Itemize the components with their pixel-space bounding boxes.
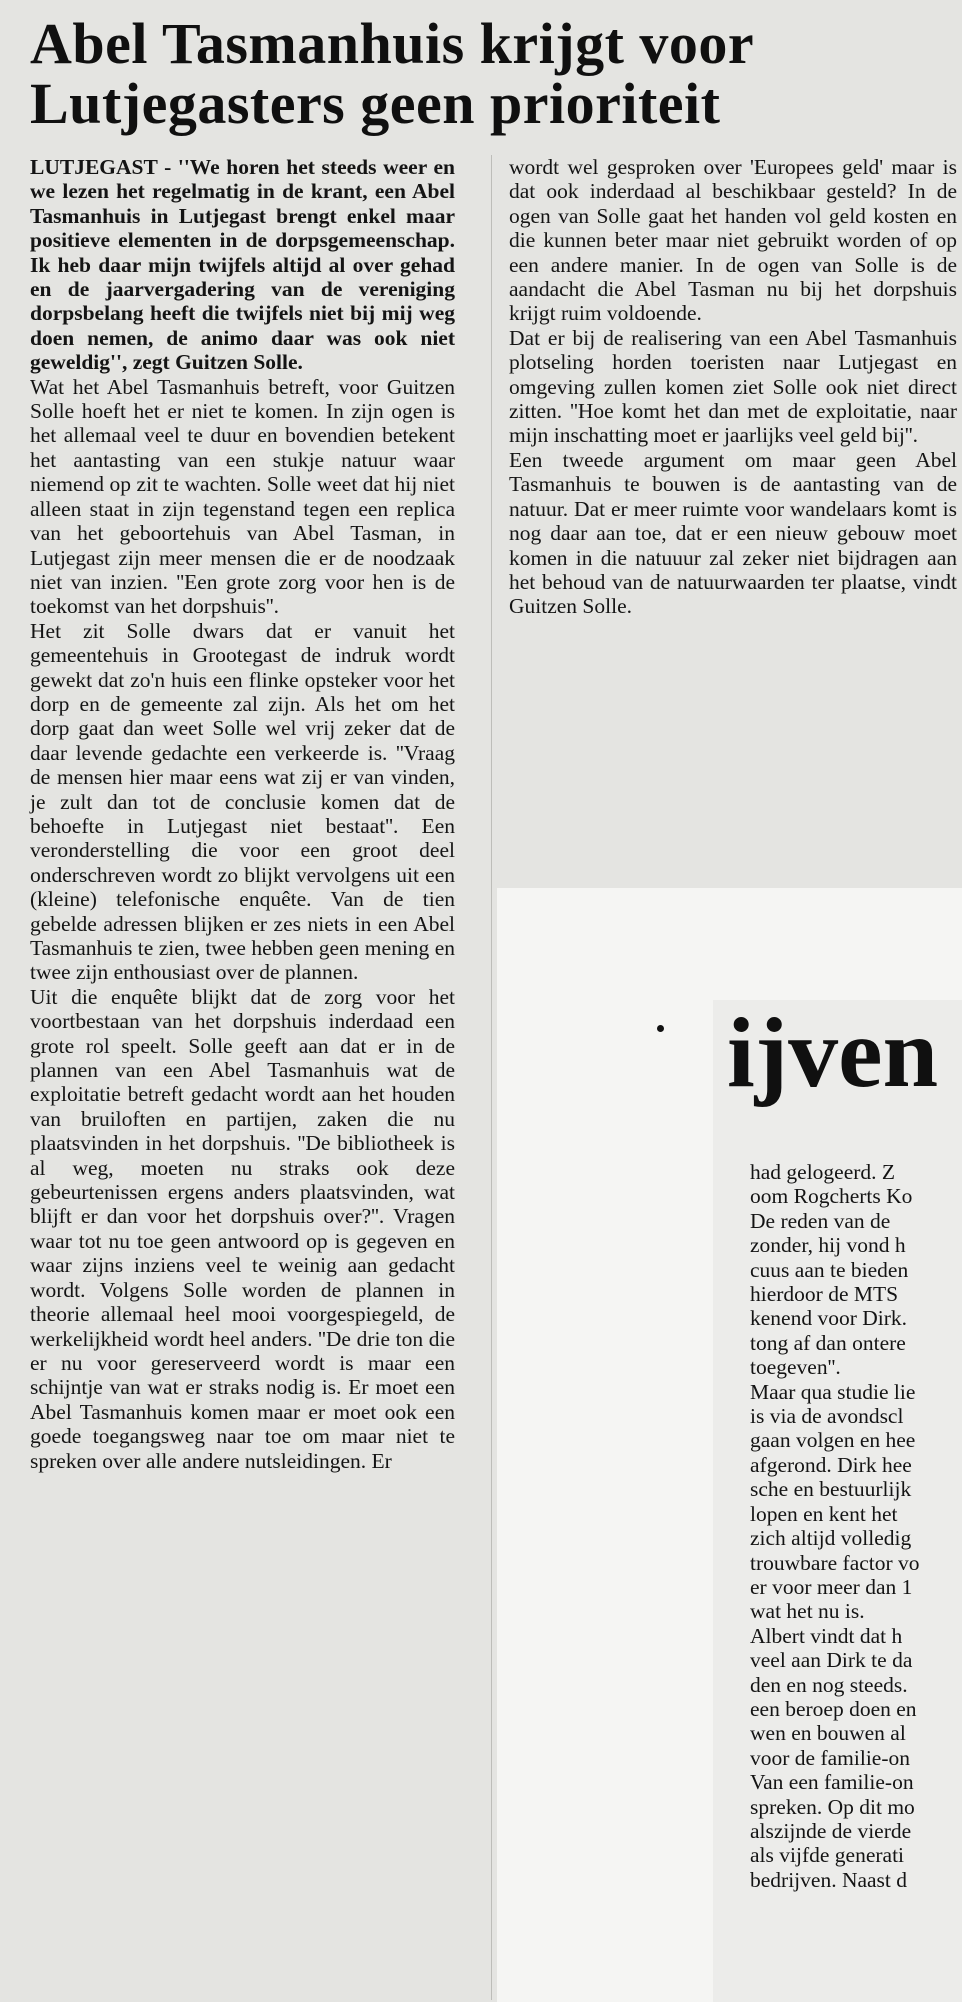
adjacent-article-line: voor de familie-on [750,1745,911,1770]
adjacent-article-line: trouwbare factor vo [750,1550,920,1575]
adjacent-article-line: sche en bestuurlijk [750,1477,912,1502]
adjacent-article-line: tong af dan ontere [750,1330,906,1355]
adjacent-article-line: afgerond. Dirk hee [750,1452,912,1477]
article-paragraph: Een tweede argument om maar geen Abel Tasmanhuis te bouwen is de aantasting van de natuur. Dat er meer ruimte voor wandelaars komt is nog daar aan toe, dat er een nieuw gebouw moet komen in die natuuur zal zeker niet bijdragen aan het behoud van de natuurwaarden ter plaatse, vindt Guitzen Solle. [509,447,957,619]
adjacent-article-line: zich altijd volledig [750,1526,912,1551]
article-column-1 [30,155,455,1473]
adjacent-article-line: er voor meer dan 1 [750,1574,913,1599]
adjacent-article-line: Maar qua studie lie [750,1379,916,1404]
adjacent-article-line: wen en bouwen al [750,1721,906,1746]
adjacent-article-line: lopen en kent het [750,1501,898,1526]
adjacent-article-line: veel aan Dirk te da [750,1648,913,1673]
adjacent-article-line: Albert vindt dat h [750,1623,903,1648]
adjacent-article-line: den en nog steeds. [750,1672,908,1697]
article-paragraph: Wat het Abel Tasmanhuis betreft, voor Guitzen Solle hoeft het er niet te komen. In zijn ogen is het allemaal veel te duur en bovendien betekent het aantasting van een stukje natuur waar niemend op zit te wachten. Solle weet dat hij niet alleen staat in zijn tegenstand tegen een replica van het geboortehuis van Abel Tasman, in Lutjegast zijn meer mensen die er de noodzaak niet van inzien. ''Een grote zorg voor hen is de toekomst van het dorpshuis''. [30,374,455,619]
adjacent-article-line: spreken. Op dit mo [750,1794,915,1819]
adjacent-article-line: een beroep doen en [750,1696,917,1721]
article-paragraph: Het zit Solle dwars dat er vanuit het gemeentehuis in Grootegast de indruk wordt gewekt dat zo'n huis een flinke opsteker voor het dorp en de gemeente zal zijn. Als het om het dorp gaat dan weet Solle wel vrij zeker dat de daar levende gedachte een verkeerde is. ''Vraag de mensen hier maar eens wat zij er van vinden, je zult dan tot de conclusie komen dat de behoefte in Lutjegast niet bestaat''. Een veronderstelling die voor een groot deel onderschreven wordt zo blijkt vervolgens uit een (kleine) telefonische enquête. Van de tien gebelde adressen blijken er zes niets in een Abel Tasmanhuis te zien, twee hebben geen mening en twee zijn enthousiast over de plannen. [30,618,455,985]
adjacent-article-line: had gelogeerd. Z [750,1160,896,1184]
article-paragraph: Uit die enquête blijkt dat de zorg voor het voortbestaan van het dorpshuis inderdaad een grote rol speelt. Solle geeft aan dat er in de plannen van een Abel Tasmanhuis wat de exploitatie betreft gedacht wordt aan het houden van bruiloften en partijen, zaken die nu plaatsvinden in het dorpshuis. ''De bibliotheek is al weg, moeten nu straks ook deze gebeurtenissen ergens anders plaatsvinden, wat blijft er dan voor het dorpshuis over?''. Vragen waar tot nu toe geen antwoord op is gegeven en waar zijns inziens veel te weinig aan gedacht wordt. Volgens Solle worden de plannen in theorie allemaal heel mooi voorgespiegeld, de werkelijkheid wordt heel anders. ''De drie ton die er nu voor gereserveerd wordt is maar een schijntje van wat er straks nodig is. Er moet een Abel Tasmanhuis komen maar er moet ook een goede toegangsweg naar toe om maar niet te spreken over alle andere nutsleidingen. Er [30,984,455,1473]
adjacent-article-line: als vijfde generati [750,1843,905,1868]
article-headline: Abel Tasmanhuis krijgt voor Lutjegasters geen prioriteit [30,11,754,136]
adjacent-article-text [750,1160,962,1892]
adjacent-article-line: Van een familie-on [750,1770,914,1795]
adjacent-headline-fragment: ijven [727,1000,939,1108]
article-lead: LUTJEGAST - ''We horen het steeds weer en we lezen het regelmatig in de krant, een Abel Tasmanhuis in Lutjegast brengt enkel maar positieve elementen in de dorpsgemeenschap. Ik heb daar mijn twijfels altijd al over gehad en de jaarvergadering van de vereniging dorpsbelang heeft die twijfels niet bij mij weg doen nemen, de animo daar was ook niet geweldig'', zegt Guitzen Solle. [30,155,455,375]
adjacent-article-line: wat het nu is. [750,1599,865,1624]
adjacent-article-line: is via de avondscl [750,1404,904,1429]
adjacent-article-line: gaan volgen en hee [750,1428,916,1453]
article-paragraph: Dat er bij de realisering van een Abel Tasmanhuis plotseling horden toeristen naar Lutjegast en omgeving zullen komen ziet Solle ook niet direct zitten. ''Hoe komt het dan met de exploitatie, naar mijn inschatting moet er jaarlijks veel geld bij''. [509,325,957,448]
column-divider [491,155,492,2000]
ink-dot [657,1025,664,1032]
adjacent-article-line: alszijnde de vierde [750,1818,912,1843]
adjacent-article-line: toegeven''. [750,1355,841,1380]
adjacent-article-line: zonder, hij vond h [750,1233,906,1258]
adjacent-article-line: oom Rogcherts Ko [750,1184,913,1209]
adjacent-article-line: De reden van de [750,1208,891,1233]
adjacent-article-line: cuus aan te bieden [750,1257,909,1282]
adjacent-article-line: kenend voor Dirk. [750,1306,908,1331]
adjacent-article-clipping [713,1000,962,2002]
article-paragraph: wordt wel gesproken over 'Europees geld' maar is dat ook inderdaad al beschikbaar gesteld? In de ogen van Solle gaat het handen vol geld kosten en die kunnen beter maar niet gebruikt worden of op een andere manier. In de ogen van Solle is de aandacht die Abel Tasman nu bij het dorpshuis krijgt ruim voldoende. [509,155,957,326]
adjacent-article-line: bedrijven. Naast d [750,1867,908,1892]
article-column-2 [509,155,957,619]
adjacent-article-line: hierdoor de MTS [750,1282,899,1307]
